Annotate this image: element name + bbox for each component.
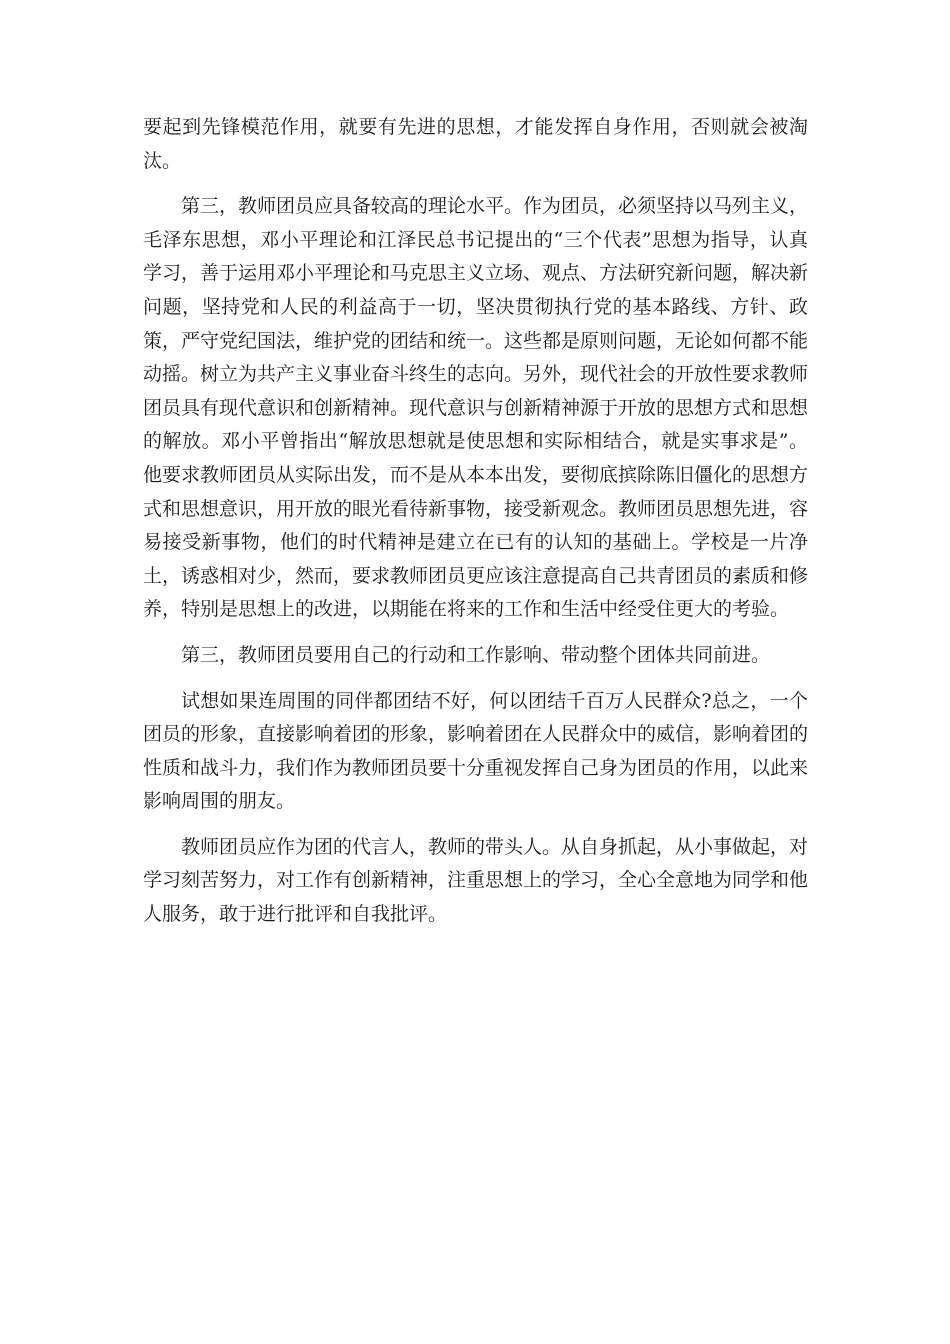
paragraph-theory-level: 第三，教师团员应具备较高的理论水平。作为团员，必须坚持以马列主义，毛泽东思想，邓小平理论和江泽民总书记提出的“三个代表”思想为指导，认真学习，善于运用邓小平理论和马克思主义立场、观点、方法研究新问题，解决新问题，坚持党和人民的利益高于一切，坚决贯彻执行党的基本路线、方针、政策，严守党纪国法，维护党的团结和统一。这些都是原则问题，无论如何都不能动摇。树立为共产主义事业奋斗终生的志向。另外，现代社会的开放性要求教师团员具有现代意识和创新精神。现代意识与创新精神源于开放的思想方式和思想的解放。邓小平曾指出“解放思想就是使思想和实际相结合，就是实事求是”。他要求教师团员从实际出发，而不是从本本出发，要彻底摈除陈旧僵化的思想方式和思想意识，用开放的眼光看待新事物，接受新观念。教师团员思想先进，容易接受新事物，他们的时代精神是建立在已有的认知的基础上。学校是一片净土，诱惑相对少，然而，要求教师团员更应该注意提高自己共青团员的素质和修养，特别是思想上的改进，以期能在将来的工作和生活中经受住更大的考验。	[143, 195, 809, 621]
paragraph-spokesperson: 教师团员应作为团的代言人，教师的带头人。从自身抓起，从小事做起，对学习刻苦努力，对工作有创新精神，注重思想上的学习，全心全意地为同学和他人服务，敢于进行批评和自我批评。	[143, 835, 809, 926]
paragraph-unity: 试想如果连周围的同伴都团结不好，何以团结千百万人民群众?总之，一个团员的形象，直接影响着团的形象，影响着团在人民群众中的威信，影响着团的性质和战斗力，我们作为教师团员要十分重视发挥自己身为团员的作用，以此来影响周围的朋友。	[143, 689, 809, 813]
document-body	[143, 111, 808, 944]
paragraph-continuation: 要起到先锋模范作用，就要有先进的思想，才能发挥自身作用，否则就会被淘汰。	[143, 116, 808, 172]
paragraph-action-influence: 第三，教师团员要用自己的行动和工作影响、带动整个团体共同前进。	[181, 643, 771, 666]
